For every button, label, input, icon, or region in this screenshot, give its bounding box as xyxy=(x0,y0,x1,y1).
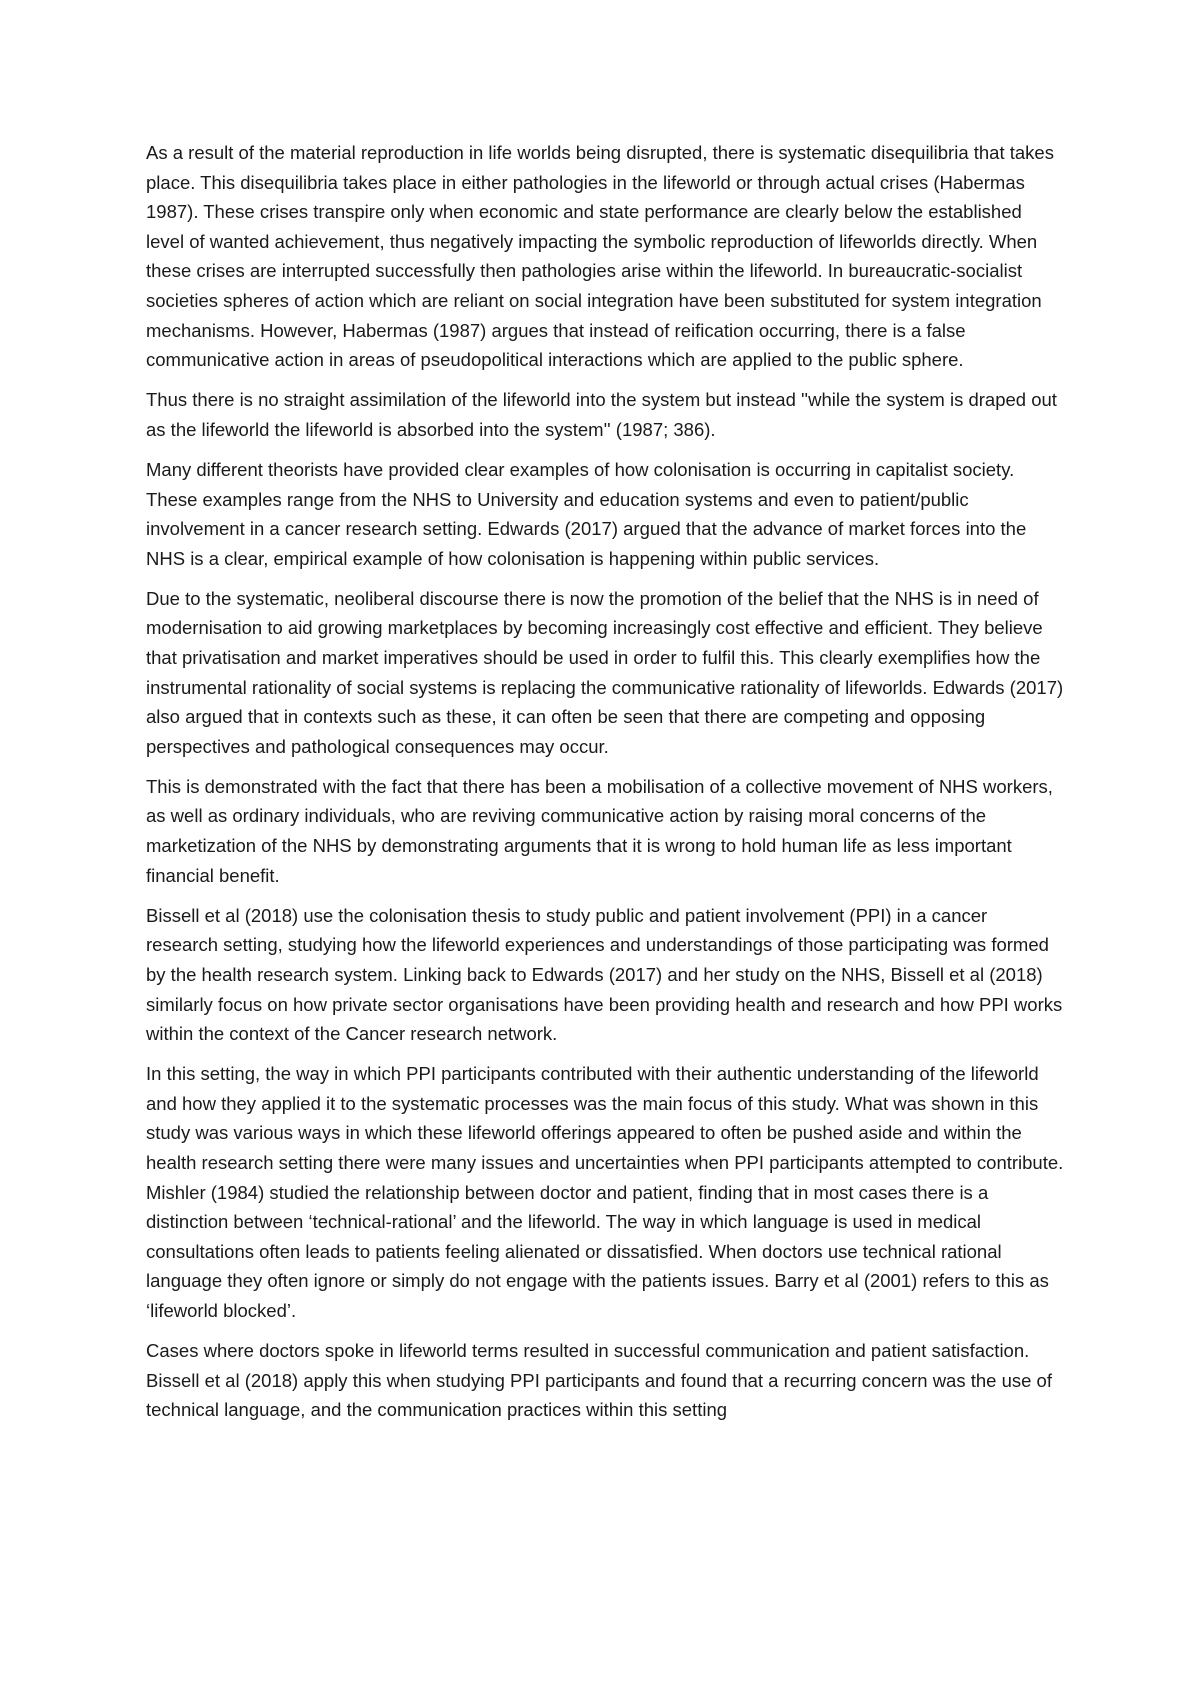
paragraph: Bissell et al (2018) use the colonisation thesis to study public and patient involvement (PPI) in a cancer research setting, studying how the lifeworld experiences and understandings of those participating was formed by the health research system. Linking back to Edwards (2017) and her study on the NHS, Bissell et al (2018) similarly focus on how private sector organisations have been providing health and research and how PPI works within the context of the Cancer research network. xyxy=(146,904,1063,1045)
paragraph: Cases where doctors spoke in lifeworld terms resulted in successful communication and patient satisfaction. Bissell et al (2018) apply this when studying PPI participants and found that a recurring concern was the use of technical language, and the communication practices within this setting xyxy=(146,1340,1052,1421)
paragraph: As a result of the material reproduction in life worlds being disrupted, there is systematic disequilibria that takes place. This disequilibria takes place in either pathologies in the lifeworld or through actual crises (Habermas 1987). These crises transpire only when economic and state performance are clearly below the established level of wanted achievement, thus negatively impacting the symbolic reproduction of lifeworlds directly. When these crises are interrupted successfully then pathologies arise within the lifeworld. In bureaucratic-socialist societies spheres of action which are reliant on social integration have been substituted for system integration mechanisms. However, Habermas (1987) argues that instead of reification occurring, there is a false communicative action in areas of pseudopolitical interactions which are applied to the public sphere. xyxy=(146,142,1054,371)
paragraph: Many different theorists have provided clear examples of how colonisation is occurring in capitalist society. These examples range from the NHS to University and education systems and even to patient/public involvement in a cancer research setting. Edwards (2017) argued that the advance of market forces into the NHS is a clear, empirical example of how colonisation is happening within public services. xyxy=(146,458,1027,569)
document-body xyxy=(146,138,1064,1435)
paragraph: Thus there is no straight assimilation of the lifeworld into the system but instead ''while the system is draped out as the lifeworld the lifeworld is absorbed into the system'' (1987; 386). xyxy=(146,389,1057,440)
paragraph: This is demonstrated with the fact that there has been a mobilisation of a collective movement of NHS workers, as well as ordinary individuals, who are reviving communicative action by raising moral concerns of the marketization of the NHS by demonstrating arguments that it is wrong to hold human life as less important financial benefit. xyxy=(146,775,1053,886)
paragraph: In this setting, the way in which PPI participants contributed with their authentic understanding of the lifeworld and how they applied it to the systematic processes was the main focus of this study. What was shown in this study was various ways in which these lifeworld offerings appeared to often be pushed aside and within the health research setting there were many issues and uncertainties when PPI participants attempted to contribute. Mishler (1984) studied the relationship between doctor and patient, finding that in most cases there is a distinction between ‘technical-rational’ and the lifeworld. The way in which language is used in medical consultations often leads to patients feeling alienated or dissatisfied. When doctors use technical rational language they often ignore or simply do not engage with the patients issues. Barry et al (2001) refers to this as ‘lifeworld blocked’. xyxy=(146,1063,1064,1321)
paragraph: Due to the systematic, neoliberal discourse there is now the promotion of the belief that the NHS is in need of modernisation to aid growing marketplaces by becoming increasingly cost effective and efficient. They believe that privatisation and market imperatives should be used in order to fulfil this. This clearly exemplifies how the instrumental rationality of social systems is replacing the communicative rationality of lifeworlds. Edwards (2017) also argued that in contexts such as these, it can often be seen that there are competing and opposing perspectives and pathological consequences may occur. xyxy=(146,587,1064,757)
